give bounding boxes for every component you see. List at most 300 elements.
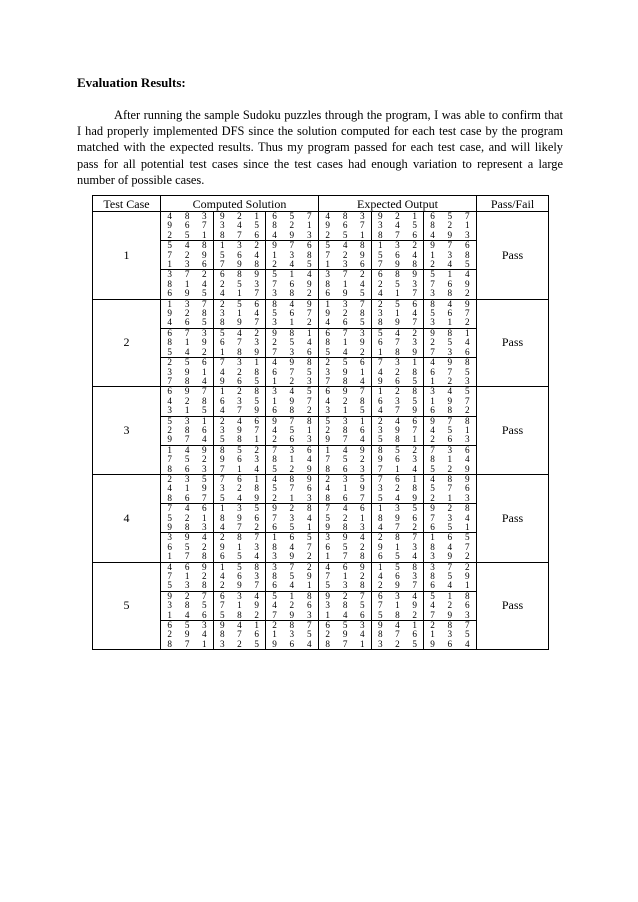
grid-cell: 5: [336, 231, 353, 241]
grid-cell: 1: [395, 288, 400, 299]
grid-cell: 4: [464, 512, 470, 523]
grid-cell: 9: [464, 278, 470, 289]
grid-cell: 4: [336, 611, 353, 621]
grid-cell: 9: [354, 338, 371, 347]
grid-cell: 1: [196, 514, 213, 523]
grid-cell: 4: [377, 288, 383, 299]
grid-cell: 4: [184, 503, 190, 514]
grid-cell: 9: [325, 308, 331, 319]
grid-cell: 9: [161, 435, 178, 445]
grid-cell: 3: [248, 455, 265, 464]
grid-cell: 8: [354, 397, 371, 406]
grid-cell: 6: [306, 240, 312, 251]
grid-cell: 3: [184, 415, 190, 426]
grid-cell: 6: [237, 571, 242, 582]
grid-cell: 8: [430, 541, 435, 552]
grid-cell: 1: [196, 231, 213, 241]
grid-cell: 3: [301, 494, 319, 504]
grid-cell: 6: [441, 435, 458, 445]
grid-cell: 1: [272, 395, 277, 406]
grid-cell: 1: [213, 348, 230, 358]
grid-cell: 9: [354, 563, 371, 572]
grid-cell: 6: [266, 581, 283, 591]
grid-cell: 8: [406, 260, 423, 270]
grid-cell: 7: [354, 221, 371, 230]
grid-cell: 8: [306, 503, 312, 514]
grid-cell: 8: [430, 571, 435, 582]
grid-cell: 4: [325, 483, 331, 494]
grid-cell: 3: [219, 424, 225, 435]
grid-cell: 5: [161, 348, 178, 358]
grid-cell: 4: [219, 288, 225, 299]
grid-cell: 2: [354, 348, 371, 358]
grid-cell: 7: [184, 327, 190, 338]
grid-cell: 8: [406, 484, 423, 493]
grid-cell: 9: [306, 298, 312, 309]
grid-cell: 2: [395, 483, 400, 494]
grid-cell: 2: [266, 260, 283, 270]
grid-cell: 5: [272, 590, 277, 601]
grid-cell: 5: [237, 444, 242, 455]
grid-cell: 7: [354, 387, 371, 396]
grid-cell: 6: [167, 541, 173, 552]
grid-cell: 2: [325, 473, 331, 484]
grid-cell: 1: [196, 416, 213, 426]
grid-cell: 1: [184, 337, 190, 348]
grid-cell: 6: [342, 463, 348, 474]
grid-cell: 2: [289, 503, 295, 514]
grid-cell: 7: [272, 512, 277, 523]
grid-cell: 1: [464, 220, 470, 231]
grid-cell: 2: [447, 503, 453, 514]
grid-cell: 2: [184, 590, 190, 601]
grid-cell: 6: [178, 318, 195, 328]
grid-cell: 7: [395, 629, 400, 640]
grid-cell: 7: [184, 551, 190, 562]
grid-cell: 3: [219, 638, 225, 649]
grid-cell: 3: [447, 629, 453, 640]
grid-cell: 7: [464, 211, 470, 221]
grid-cell: 4: [196, 435, 213, 445]
expected-output-cell: [319, 474, 477, 562]
grid-cell: 3: [325, 600, 331, 611]
grid-cell: 6: [325, 288, 331, 299]
computed-solution-cell: [161, 212, 319, 300]
grid-row: [319, 260, 476, 270]
grid-cell: 8: [196, 309, 213, 318]
grid-cell: 8: [406, 563, 423, 572]
grid-cell: 1: [161, 611, 178, 621]
grid-cell: 6: [196, 260, 213, 270]
grid-cell: 3: [167, 269, 173, 280]
grid-cell: 6: [447, 278, 453, 289]
grid-cell: 7: [447, 483, 453, 494]
grid-cell: 7: [167, 454, 173, 465]
grid-cell: 4: [406, 591, 423, 601]
grid-cell: 5: [289, 571, 295, 582]
grid-cell: 4: [354, 630, 371, 639]
grid-row: [161, 289, 318, 298]
grid-cell: 9: [377, 620, 383, 631]
grid-cell: 2: [301, 406, 319, 416]
grid-cell: 7: [167, 571, 173, 582]
grid-cell: 8: [389, 611, 406, 621]
grid-cell: 2: [219, 415, 225, 426]
grid-row: [161, 494, 318, 504]
grid-cell: 2: [354, 572, 371, 581]
table-row: [93, 299, 549, 387]
grid-cell: 3: [377, 638, 383, 649]
grid-cell: 2: [306, 288, 312, 299]
grid-cell: 7: [219, 463, 225, 474]
grid-row: [161, 640, 318, 649]
grid-cell: 7: [167, 249, 173, 260]
grid-cell: 7: [306, 620, 312, 631]
grid-row: [319, 435, 476, 445]
grid-cell: 1: [430, 395, 435, 406]
grid-cell: 4: [377, 571, 383, 582]
grid-cell: 6: [325, 327, 331, 338]
grid-cell: 5: [248, 640, 265, 649]
expected-grid: [319, 475, 476, 562]
grid-cell: 6: [447, 638, 453, 649]
grid-cell: 7: [272, 444, 277, 455]
grid-cell: 5: [395, 551, 400, 562]
grid-cell: 3: [325, 366, 331, 377]
grid-cell: 9: [184, 532, 190, 543]
grid-cell: 1: [248, 621, 265, 631]
grid-cell: 8: [283, 406, 300, 416]
grid-cell: 3: [377, 424, 383, 435]
grid-cell: 7: [430, 512, 435, 523]
grid-cell: 2: [406, 611, 423, 621]
grid-cell: 3: [161, 406, 178, 416]
grid-cell: 8: [447, 620, 453, 631]
grid-cell: 9: [395, 512, 400, 523]
grid-cell: 9: [441, 231, 458, 241]
grid-cell: 6: [248, 416, 265, 426]
grid-cell: 4: [266, 231, 283, 241]
header-pass-fail: Pass/Fail: [477, 196, 549, 212]
grid-cell: 3: [406, 280, 423, 289]
grid-row: [161, 523, 318, 533]
grid-cell: 4: [167, 211, 173, 221]
grid-cell: 4: [167, 395, 173, 406]
grid-cell: 7: [184, 269, 190, 280]
grid-cell: 6: [325, 541, 331, 552]
grid-cell: 6: [325, 386, 331, 397]
grid-cell: 8: [306, 249, 312, 260]
grid-cell: 9: [406, 601, 423, 610]
grid-cell: 6: [196, 611, 213, 621]
grid-cell: 9: [354, 445, 371, 455]
grid-cell: 1: [447, 454, 453, 465]
grid-cell: 4: [237, 220, 242, 231]
grid-cell: 3: [289, 512, 295, 523]
grid-cell: 2: [406, 241, 423, 251]
grid-cell: 3: [406, 572, 423, 581]
grid-cell: 4: [464, 454, 470, 465]
grid-cell: 9: [430, 415, 435, 426]
grid-cell: 8: [306, 415, 312, 426]
grid-cell: 5: [342, 454, 348, 465]
grid-cell: 1: [406, 621, 423, 631]
grid-cell: 3: [406, 455, 423, 464]
grid-cell: 5: [406, 397, 423, 406]
grid-cell: 8: [406, 368, 423, 377]
grid-cell: 7: [196, 494, 213, 504]
grid-cell: 1: [301, 523, 319, 533]
table-row: [93, 387, 549, 475]
grid-cell: 9: [184, 629, 190, 640]
grid-cell: 1: [430, 629, 435, 640]
grid-cell: 7: [354, 591, 371, 601]
grid-cell: 3: [167, 532, 173, 543]
grid-cell: 9: [389, 318, 406, 328]
grid-row: [319, 523, 476, 533]
grid-cell: 1: [464, 424, 470, 435]
grid-cell: 1: [306, 220, 312, 231]
grid-cell: 5: [371, 494, 388, 504]
grid-cell: 8: [336, 523, 353, 533]
grid-cell: 7: [306, 211, 312, 221]
grid-row: [161, 465, 318, 474]
grid-cell: 5: [248, 221, 265, 230]
grid-cell: 8: [306, 357, 312, 368]
grid-cell: 3: [325, 532, 331, 543]
grid-cell: 9: [248, 348, 265, 358]
grid-cell: 3: [237, 357, 242, 368]
grid-cell: 9: [306, 463, 312, 474]
grid-cell: 2: [464, 561, 470, 572]
grid-cell: 4: [424, 231, 441, 241]
grid-row: [161, 318, 318, 328]
grid-cell: 2: [161, 231, 178, 241]
grid-cell: 7: [306, 541, 312, 552]
test-case-number: 3: [93, 387, 161, 475]
grid-row: [319, 465, 476, 474]
grid-cell: 9: [248, 494, 265, 504]
grid-cell: 8: [464, 590, 470, 601]
grid-cell: 9: [447, 395, 453, 406]
grid-cell: 5: [430, 308, 435, 319]
grid-cell: 8: [430, 454, 435, 465]
grid-cell: 4: [248, 591, 265, 601]
grid-cell: 2: [184, 308, 190, 319]
grid-cell: 1: [447, 269, 453, 280]
computed-solution-cell: [161, 474, 319, 562]
grid-cell: 1: [237, 308, 242, 319]
grid-cell: 3: [248, 543, 265, 552]
grid-cell: 8: [272, 454, 277, 465]
grid-cell: 3: [219, 220, 225, 231]
grid-cell: 8: [464, 503, 470, 514]
grid-cell: 6: [237, 473, 242, 484]
grid-cell: 3: [406, 543, 423, 552]
grid-cell: 5: [395, 278, 400, 289]
grid-cell: 3: [342, 415, 348, 426]
grid-cell: 8: [430, 220, 435, 231]
grid-cell: 3: [459, 435, 477, 445]
grid-cell: 9: [377, 541, 383, 552]
header-expected-output: Expected Output: [319, 196, 477, 212]
grid-cell: 2: [395, 366, 400, 377]
grid-cell: 1: [447, 590, 453, 601]
grid-cell: 5: [441, 523, 458, 533]
grid-cell: 5: [219, 327, 225, 338]
grid-row: [319, 231, 476, 241]
grid-cell: 4: [219, 366, 225, 377]
grid-cell: 8: [319, 494, 336, 504]
grid-cell: 6: [184, 463, 190, 474]
grid-cell: 8: [196, 241, 213, 251]
grid-cell: 3: [336, 581, 353, 591]
grid-cell: 7: [406, 318, 423, 328]
grid-cell: 2: [377, 298, 383, 309]
grid-cell: 9: [430, 638, 435, 649]
grid-cell: 4: [248, 465, 265, 474]
grid-cell: 5: [248, 377, 265, 386]
grid-cell: 3: [272, 561, 277, 572]
grid-cell: 5: [237, 278, 242, 289]
grid-cell: 4: [371, 406, 388, 416]
grid-cell: 4: [272, 424, 277, 435]
grid-cell: 5: [459, 260, 477, 270]
grid-cell: 4: [406, 552, 423, 561]
grid-cell: 5: [306, 386, 312, 397]
grid-cell: 5: [354, 406, 371, 416]
grid-cell: 2: [464, 551, 470, 562]
grid-cell: 3: [167, 366, 173, 377]
grid-cell: 6: [406, 231, 423, 241]
grid-cell: 9: [447, 357, 453, 368]
grid-cell: 2: [395, 386, 400, 397]
grid-cell: 2: [167, 357, 173, 368]
grid-cell: 6: [424, 523, 441, 533]
grid-cell: 4: [248, 552, 265, 561]
grid-cell: 6: [306, 444, 312, 455]
grid-cell: 8: [354, 309, 371, 318]
grid-cell: 5: [447, 424, 453, 435]
grid-cell: 1: [301, 581, 319, 591]
grid-cell: 1: [377, 561, 383, 572]
grid-cell: 1: [319, 260, 336, 270]
grid-cell: 8: [464, 357, 470, 368]
grid-cell: 9: [342, 629, 348, 640]
grid-cell: 8: [377, 629, 383, 640]
grid-cell: 5: [178, 231, 195, 241]
grid-cell: 3: [248, 280, 265, 289]
grid-cell: 6: [237, 375, 242, 386]
grid-cell: 4: [178, 611, 195, 621]
grid-cell: 4: [161, 318, 178, 328]
expected-grid: [319, 563, 476, 650]
grid-cell: 5: [196, 601, 213, 610]
grid-cell: 7: [213, 260, 230, 270]
results-table: [92, 195, 549, 650]
grid-cell: 9: [272, 415, 277, 426]
grid-cell: 5: [272, 269, 277, 280]
grid-cell: 5: [325, 512, 331, 523]
expected-grid: [319, 300, 476, 387]
grid-cell: 7: [406, 533, 423, 543]
grid-cell: 1: [161, 260, 178, 270]
grid-cell: 3: [219, 308, 225, 319]
grid-cell: 2: [354, 543, 371, 552]
grid-cell: 2: [289, 600, 295, 611]
grid-cell: 8: [406, 387, 423, 396]
grid-cell: 9: [342, 288, 348, 299]
expected-grid: [319, 387, 476, 474]
grid-cell: 2: [219, 278, 225, 289]
grid-cell: 2: [325, 629, 331, 640]
grid-cell: 9: [464, 463, 470, 474]
grid-cell: 2: [354, 455, 371, 464]
test-case-number: 5: [93, 562, 161, 650]
grid-cell: 2: [237, 211, 242, 221]
grid-cell: 8: [231, 435, 248, 445]
grid-cell: 8: [354, 581, 371, 591]
grid-cell: 3: [196, 523, 213, 533]
grid-cell: 2: [395, 638, 400, 649]
grid-cell: 7: [342, 269, 348, 280]
grid-cell: 1: [167, 444, 173, 455]
grid-row: [319, 289, 476, 298]
grid-cell: 5: [184, 357, 190, 368]
grid-cell: 1: [406, 475, 423, 484]
grid-cell: 8: [231, 611, 248, 621]
grid-cell: 6: [266, 523, 283, 533]
grid-cell: 2: [248, 328, 265, 338]
grid-cell: 1: [219, 561, 225, 572]
grid-cell: 8: [441, 406, 458, 416]
grid-cell: 4: [342, 240, 348, 251]
grid-cell: 9: [289, 357, 295, 368]
grid-cell: 3: [377, 220, 383, 231]
grid-cell: 9: [406, 270, 423, 280]
grid-cell: 1: [459, 523, 477, 533]
grid-cell: 1: [459, 581, 477, 591]
grid-cell: 4: [283, 260, 300, 270]
grid-cell: 7: [464, 541, 470, 552]
grid-cell: 2: [424, 435, 441, 445]
grid-cell: 1: [184, 483, 190, 494]
grid-cell: 3: [430, 561, 435, 572]
grid-cell: 2: [447, 600, 453, 611]
grid-cell: 1: [272, 249, 277, 260]
grid-cell: 4: [336, 348, 353, 358]
grid-cell: 9: [237, 512, 242, 523]
grid-cell: 2: [377, 278, 383, 289]
grid-cell: 5: [248, 397, 265, 406]
grid-cell: 6: [464, 444, 470, 455]
grid-cell: 3: [377, 483, 383, 494]
grid-cell: 8: [167, 278, 173, 289]
grid-cell: 6: [354, 426, 371, 435]
grid-cell: 7: [266, 611, 283, 621]
grid-cell: 4: [325, 561, 331, 572]
grid-cell: 8: [342, 375, 348, 386]
grid-cell: 8: [219, 512, 225, 523]
grid-cell: 4: [319, 318, 336, 328]
grid-cell: 9: [289, 395, 295, 406]
grid-cell: 3: [178, 581, 195, 591]
grid-cell: 4: [354, 280, 371, 289]
grid-cell: 4: [237, 620, 242, 631]
grid-cell: 7: [389, 406, 406, 416]
grid-cell: 4: [231, 494, 248, 504]
grid-cell: 6: [266, 406, 283, 416]
